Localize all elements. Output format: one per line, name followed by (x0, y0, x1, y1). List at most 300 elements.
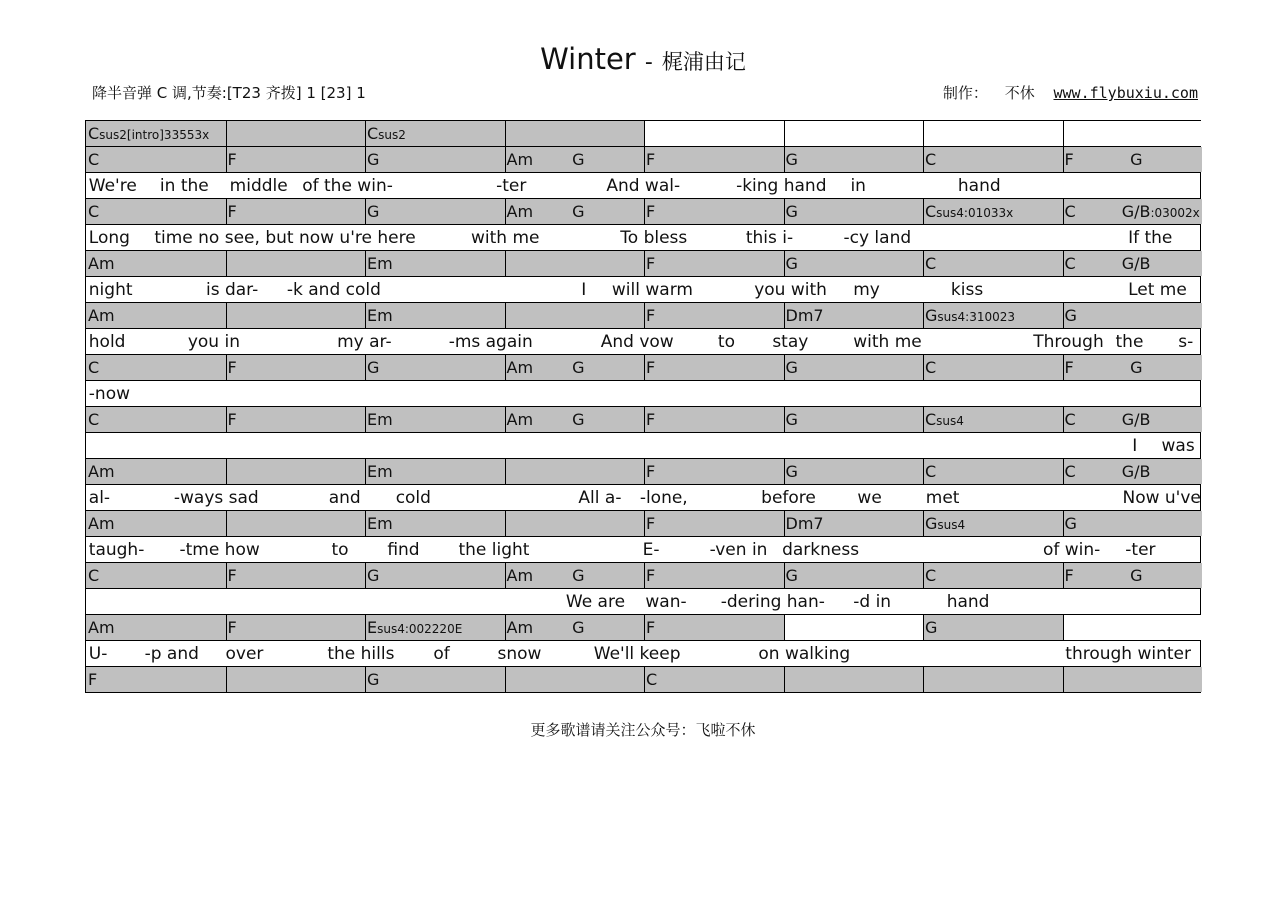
song-title-line (0, 42, 1286, 76)
chord-symbol (646, 358, 655, 377)
key-rhythm-info: 降半音弹 C 调,节奏:[T23 齐拨] 1 [23] 1 (92, 84, 366, 102)
measure-cell (226, 199, 366, 224)
lyric-word: And wal- (606, 176, 681, 196)
chord-symbol (646, 462, 655, 481)
chord-symbol (367, 618, 462, 637)
chord-symbol (228, 566, 237, 585)
measure-cell (226, 355, 366, 380)
lyric-word: before (761, 488, 816, 508)
chord-name: G (367, 670, 380, 689)
chord-name: Dm7 (785, 306, 824, 325)
chord-suffix: sus4 (937, 518, 966, 532)
lyric-word: -king hand (736, 176, 827, 196)
chord-name: C (88, 150, 100, 169)
lyric-word: of win- (1042, 540, 1101, 560)
chord-suffix: sus4 (936, 414, 964, 428)
website-link[interactable]: www.flybuxiu.com (1053, 84, 1198, 102)
measure-cell (1063, 121, 1203, 146)
chord-name: Am (88, 618, 115, 637)
chord-symbol (507, 202, 534, 221)
chord-name: Em (367, 410, 393, 429)
lyric-word: time no see, but now u're here (154, 228, 416, 248)
lyric-word: al- (88, 488, 111, 508)
lyric-word: this i- (745, 228, 794, 248)
chord-symbol (572, 358, 584, 377)
lyric-word: I (581, 280, 587, 300)
lyric-word: you with (754, 280, 827, 300)
chord-name: F (1064, 566, 1074, 585)
measure-cell (365, 147, 505, 172)
chord-name: C (925, 202, 937, 221)
lyric-word: We'll keep (593, 644, 681, 664)
lyric-word: snow (497, 644, 542, 664)
credit-line (943, 82, 1198, 103)
chord-name: Am (506, 410, 534, 429)
chord-symbol (228, 202, 237, 221)
chord-symbol (228, 150, 237, 169)
measure-cell (644, 251, 784, 276)
chord-name: F (646, 462, 656, 481)
chord-symbol (925, 150, 936, 169)
chord-symbol (646, 202, 655, 221)
chord-symbol (572, 410, 584, 429)
lyric-word: -cy land (843, 228, 912, 248)
chord-symbol (786, 202, 798, 221)
chord-symbol (88, 410, 99, 429)
chord-name: G/B (1121, 462, 1151, 481)
measure-cell (784, 563, 924, 588)
chord-symbol (646, 566, 655, 585)
lyric-word: -ter (496, 176, 527, 196)
lyric-word: we (857, 488, 882, 508)
lyric-word: to (331, 540, 349, 560)
lyric-word: taugh- (88, 540, 145, 560)
lyric-word: over (225, 644, 264, 664)
lyric-word: -lone, (639, 488, 688, 508)
chord-symbol (88, 306, 115, 325)
chord-name: G (925, 618, 938, 637)
chord-symbol (1122, 254, 1151, 273)
lyric-row (85, 277, 1201, 303)
chord-symbol (925, 358, 936, 377)
chord-name: C (88, 124, 100, 143)
chord-symbol (1130, 150, 1142, 169)
lyric-word: -ms again (448, 332, 533, 352)
chord-symbol (1065, 462, 1076, 481)
chord-name: F (646, 514, 656, 533)
chord-symbol (88, 124, 209, 143)
chord-name: C (1064, 462, 1076, 481)
chord-symbol (1122, 410, 1151, 429)
measure-cell (784, 615, 924, 640)
measure-cell (226, 407, 366, 432)
chord-symbol (646, 254, 655, 273)
chord-symbol (925, 306, 1015, 325)
measure-cell (923, 667, 1063, 692)
chord-name: G/B (1121, 202, 1151, 221)
chord-name: G (785, 462, 798, 481)
chord-symbol (646, 514, 655, 533)
chord-row (85, 120, 1201, 147)
chord-name: G (785, 358, 798, 377)
chord-name: G (367, 202, 380, 221)
chord-symbol (88, 150, 99, 169)
lyric-row (85, 329, 1201, 355)
chord-symbol (786, 566, 798, 585)
measure-cell (644, 147, 784, 172)
chord-symbol (1122, 462, 1151, 481)
chord-name: F (227, 566, 237, 585)
chord-symbol (367, 306, 393, 325)
lyric-word: darkness (782, 540, 860, 560)
lyric-word: stay (772, 332, 809, 352)
measure-cell (86, 667, 226, 692)
chord-name: Dm7 (785, 514, 824, 533)
lyric-word: -tme how (179, 540, 260, 560)
chord-name: F (646, 150, 656, 169)
lyric-word: Long (88, 228, 130, 248)
chord-name: F (646, 254, 656, 273)
measure-cell (86, 199, 226, 224)
title-separator: - (644, 50, 653, 75)
chord-symbol (88, 514, 115, 533)
lyric-word: We're (88, 176, 137, 196)
measure-cell (226, 667, 366, 692)
measure-cell (505, 667, 645, 692)
chord-name: G (925, 306, 938, 325)
measure-cell (226, 121, 366, 146)
measure-cell (86, 355, 226, 380)
chord-symbol (646, 306, 655, 325)
chord-symbol (646, 410, 655, 429)
measure-cell (784, 355, 924, 380)
chord-name: F (227, 202, 237, 221)
chord-name: F (88, 670, 98, 689)
measure-cell (86, 147, 226, 172)
chord-symbol (1065, 410, 1076, 429)
chord-symbol (572, 202, 584, 221)
chord-row (85, 615, 1201, 641)
measure-cell (505, 251, 645, 276)
chord-symbol (646, 150, 655, 169)
chord-symbol (88, 618, 115, 637)
chord-row (85, 563, 1201, 589)
chord-symbol (88, 254, 115, 273)
chord-name: G (785, 202, 798, 221)
measure-cell (923, 563, 1063, 588)
lyric-word: with me (471, 228, 540, 248)
lyric-word: on walking (758, 644, 851, 664)
chord-symbol (228, 618, 237, 637)
chord-name: G (1130, 150, 1143, 169)
song-title: Winter (540, 42, 636, 76)
lyric-word: -ven in (709, 540, 768, 560)
chord-name: G/B (1121, 410, 1151, 429)
chord-name: F (646, 566, 656, 585)
chord-name: Am (88, 306, 115, 325)
chord-name: C (88, 410, 100, 429)
chord-symbol (786, 150, 798, 169)
lyric-word: To bless (620, 228, 688, 248)
chord-name: C (88, 202, 100, 221)
lyric-row (85, 537, 1201, 563)
lyric-word: cold (395, 488, 431, 508)
measure-cell (86, 407, 226, 432)
lyric-word: to (717, 332, 735, 352)
lyric-word: -ter (1125, 540, 1156, 560)
chord-suffix: sus2 (378, 128, 406, 142)
lyric-word: -ways sad (173, 488, 259, 508)
chord-symbol (1065, 150, 1074, 169)
chord-symbol (367, 670, 379, 689)
chord-name: C (925, 254, 937, 273)
lyric-word: met (925, 488, 960, 508)
chord-symbol (88, 358, 99, 377)
chord-name: Am (506, 358, 534, 377)
chord-name: G (572, 202, 585, 221)
chord-row (85, 147, 1201, 173)
chord-name: F (646, 202, 656, 221)
chord-name: Em (367, 514, 393, 533)
chord-symbol (1065, 306, 1077, 325)
chord-name: G (572, 150, 585, 169)
lyric-word: hand (946, 592, 990, 612)
measure-cell (923, 251, 1063, 276)
chord-symbol (507, 566, 534, 585)
chord-row (85, 199, 1201, 225)
lyric-word: of (433, 644, 450, 664)
chord-name: G (1064, 306, 1077, 325)
measure-cell (784, 199, 924, 224)
chord-name: F (1064, 358, 1074, 377)
chord-symbol (572, 150, 584, 169)
chord-name: C (88, 358, 100, 377)
measure-cell (644, 407, 784, 432)
chord-symbol (925, 618, 937, 637)
chord-symbol (786, 358, 798, 377)
measure-cell (226, 615, 366, 640)
chord-name: G (367, 150, 380, 169)
chord-row (85, 251, 1201, 277)
chord-name: F (646, 306, 656, 325)
lyric-word: find (387, 540, 420, 560)
measure-cell (784, 459, 924, 484)
chord-symbol (88, 566, 99, 585)
lyric-word: Let me (1128, 280, 1187, 300)
chord-symbol (367, 358, 379, 377)
lyric-row (85, 589, 1201, 615)
lyric-word: -now (88, 384, 130, 404)
chord-symbol (572, 566, 584, 585)
chord-name: Am (506, 618, 534, 637)
chord-name: F (227, 410, 237, 429)
measure-cell (226, 147, 366, 172)
lyric-row (85, 173, 1201, 199)
measure-cell (923, 355, 1063, 380)
lyric-word: my (853, 280, 880, 300)
chord-symbol (925, 514, 965, 533)
chord-name: F (646, 358, 656, 377)
chord-sheet (85, 120, 1201, 693)
chord-name: Am (506, 202, 534, 221)
chord-symbol (1065, 566, 1074, 585)
lyric-word: the (1115, 332, 1144, 352)
chord-symbol (1065, 202, 1076, 221)
measure-cell (784, 121, 924, 146)
measure-cell (365, 667, 505, 692)
chord-symbol (925, 566, 936, 585)
measure-cell (505, 121, 645, 146)
chord-name: F (646, 618, 656, 637)
chord-symbol (88, 202, 99, 221)
chord-symbol (925, 462, 936, 481)
chord-symbol (367, 254, 393, 273)
lyric-word: through winter (1065, 644, 1191, 664)
measure-cell (784, 147, 924, 172)
chord-name: Am (506, 566, 534, 585)
measure-cell (644, 459, 784, 484)
measure-cell (644, 121, 784, 146)
measure-cell (784, 251, 924, 276)
lyric-word: We are (565, 592, 626, 612)
lyric-word: will warm (611, 280, 693, 300)
chord-row (85, 459, 1201, 485)
lyric-word: was (1161, 436, 1195, 456)
measure-cell (365, 355, 505, 380)
lyric-word: E- (642, 540, 660, 560)
chord-name: G (785, 410, 798, 429)
chord-name: Am (88, 514, 115, 533)
chord-name: C (925, 566, 937, 585)
lyric-word: wan- (645, 592, 687, 612)
measure-cell (1063, 615, 1203, 640)
lyric-word: All a- (578, 488, 622, 508)
chord-symbol (925, 202, 1013, 221)
lyric-word: my ar- (337, 332, 392, 352)
chord-symbol (507, 618, 534, 637)
chord-symbol (646, 670, 657, 689)
lyric-word: and (328, 488, 361, 508)
measure-cell (644, 199, 784, 224)
lyric-row (85, 381, 1201, 407)
measure-cell (644, 303, 784, 328)
chord-symbol (367, 202, 379, 221)
measure-cell (365, 199, 505, 224)
chord-name: C (925, 150, 937, 169)
lyric-word: hand (957, 176, 1001, 196)
measure-cell (644, 511, 784, 536)
measure-cell (86, 563, 226, 588)
chord-suffix: sus4:002220E (377, 622, 463, 636)
lyric-word: -p and (144, 644, 199, 664)
chord-symbol (367, 410, 393, 429)
measure-cell (644, 563, 784, 588)
lyric-word: the light (458, 540, 530, 560)
chord-suffix: sus2[intro]33553x (99, 128, 210, 142)
chord-name: G (572, 358, 585, 377)
chord-symbol (367, 150, 379, 169)
chord-symbol (925, 254, 936, 273)
lyric-row (85, 225, 1201, 251)
lyric-word: in (850, 176, 866, 196)
chord-name: C (88, 566, 100, 585)
chord-name: C (1064, 410, 1076, 429)
measure-cell (644, 615, 784, 640)
measure-cell (505, 303, 645, 328)
measure-cell (226, 563, 366, 588)
measure-cell (1063, 511, 1203, 536)
lyric-word: -d in (853, 592, 892, 612)
chord-name: C (646, 670, 658, 689)
measure-cell (784, 407, 924, 432)
chord-symbol (646, 618, 655, 637)
chord-row (85, 407, 1201, 433)
chord-symbol (367, 124, 406, 143)
lyric-word: And vow (600, 332, 674, 352)
lyric-row (85, 485, 1201, 511)
measure-cell (1063, 667, 1203, 692)
lyric-word: If the (1128, 228, 1173, 248)
chord-symbol (786, 514, 824, 533)
measure-cell (365, 563, 505, 588)
chord-name: F (646, 410, 656, 429)
lyric-word: I (1132, 436, 1138, 456)
measure-cell (644, 355, 784, 380)
lyric-word: -dering han- (720, 592, 825, 612)
lyric-word: middle (229, 176, 288, 196)
measure-cell (226, 303, 366, 328)
chord-name: Am (88, 254, 115, 273)
chord-symbol (88, 462, 115, 481)
lyric-row (85, 433, 1201, 459)
lyric-word: Now u've (1122, 488, 1201, 508)
artist-name: 梶浦由记 (661, 50, 746, 74)
lyric-word: -k and cold (286, 280, 381, 300)
lyric-word: kiss (950, 280, 984, 300)
maker-name: 不休 (1004, 84, 1035, 102)
chord-row (85, 511, 1201, 537)
lyric-word: Through (1033, 332, 1104, 352)
chord-name: Em (367, 254, 393, 273)
chord-suffix: sus4:01033x (936, 206, 1014, 220)
chord-symbol (88, 670, 97, 689)
lyric-word: is dar- (205, 280, 259, 300)
chord-symbol (925, 410, 964, 429)
chord-symbol (1065, 358, 1074, 377)
measure-cell (226, 511, 366, 536)
measure-cell (784, 667, 924, 692)
lyric-word: of the win- (302, 176, 393, 196)
measure-cell (644, 667, 784, 692)
lyric-word: in the (159, 176, 209, 196)
chord-symbol (786, 462, 798, 481)
chord-symbol (1065, 254, 1076, 273)
chord-name: G (785, 566, 798, 585)
chord-name: Em (367, 306, 393, 325)
chord-symbol (367, 566, 379, 585)
chord-symbol (367, 462, 393, 481)
chord-symbol (1065, 514, 1077, 533)
chord-name: G (367, 566, 380, 585)
chord-symbol (228, 410, 237, 429)
chord-name: G (572, 410, 585, 429)
chord-symbol (1130, 566, 1142, 585)
lyric-word: with me (853, 332, 922, 352)
chord-name: C (925, 358, 937, 377)
chord-name: G (1130, 358, 1143, 377)
measure-cell (923, 147, 1063, 172)
chord-name: G (367, 358, 380, 377)
